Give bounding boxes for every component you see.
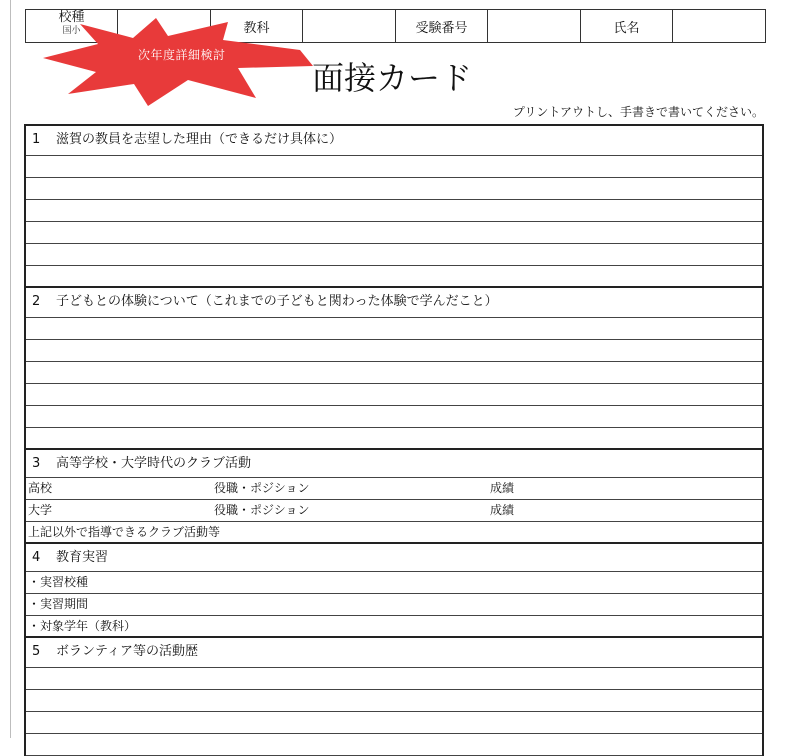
practicum-grade-row[interactable] — [26, 616, 762, 638]
exam-number-label-cell — [396, 10, 488, 43]
answer-line[interactable] — [26, 668, 762, 690]
section-1-number: 1 — [32, 132, 41, 147]
name-field[interactable] — [673, 10, 766, 43]
practicum-item-label: ・実習校種 — [28, 575, 89, 589]
answer-line[interactable] — [26, 734, 762, 756]
answer-line[interactable] — [26, 690, 762, 712]
answer-line[interactable] — [26, 200, 762, 222]
club-row-high-school[interactable] — [26, 478, 762, 500]
other-clubs-row[interactable] — [26, 522, 762, 544]
section-3-heading — [26, 450, 762, 478]
section-4-title: 教育実習 — [56, 550, 109, 565]
exam-number-field[interactable] — [488, 10, 581, 43]
practicum-school-type-row[interactable] — [26, 572, 762, 594]
page-title: 面接カード — [312, 59, 473, 97]
club-level: 高校 — [28, 481, 53, 495]
section-3-title: 高等学校・大学時代のクラブ活動 — [56, 456, 252, 471]
club-row-university[interactable] — [26, 500, 762, 522]
review-stamp — [38, 14, 313, 109]
club-result-label: 成績 — [490, 481, 515, 495]
section-5-heading — [26, 638, 762, 668]
section-2-heading — [26, 288, 762, 318]
name-label-cell — [581, 10, 673, 43]
section-1-heading — [26, 126, 762, 156]
section-5-title: ボランティア等の活動歴 — [56, 644, 198, 659]
section-1-title: 滋賀の教員を志望した理由（できるだけ具体に） — [56, 132, 343, 147]
section-2-title: 子どもとの体験について（これまでの子どもと関わった体験で学んだこと） — [56, 294, 498, 309]
answer-line[interactable] — [26, 340, 762, 362]
practicum-period-row[interactable] — [26, 594, 762, 616]
club-role-label: 役職・ポジション — [214, 481, 310, 495]
other-clubs-label: 上記以外で指導できるクラブ活動等 — [28, 525, 221, 539]
print-instruction: プリントアウトし、手書きで書いてください。 — [512, 105, 764, 119]
section-4-heading — [26, 544, 762, 572]
answer-line[interactable] — [26, 178, 762, 200]
practicum-item-label: ・実習期間 — [28, 597, 89, 611]
section-2-number: 2 — [32, 294, 41, 309]
answer-line[interactable] — [26, 362, 762, 384]
answer-line[interactable] — [26, 266, 762, 288]
club-role-label: 役職・ポジション — [214, 503, 310, 517]
subject-label: 教科 — [243, 20, 270, 36]
section-4-number: 4 — [32, 550, 41, 565]
section-5-number: 5 — [32, 644, 41, 659]
school-type-label: 校種 — [58, 10, 85, 25]
club-result-label: 成績 — [490, 503, 515, 517]
answer-line[interactable] — [26, 428, 762, 450]
answer-line[interactable] — [26, 406, 762, 428]
answer-line[interactable] — [26, 712, 762, 734]
subject-field[interactable] — [303, 10, 396, 43]
practicum-item-label: ・対象学年（教科） — [28, 619, 137, 633]
school-type-sub: 国小 — [62, 26, 81, 36]
club-level: 大学 — [28, 503, 53, 517]
stamp-text: 次年度詳細検討 — [138, 48, 226, 62]
section-3-number: 3 — [32, 456, 41, 471]
page-edge — [10, 0, 11, 738]
name-label: 氏名 — [613, 20, 640, 36]
answer-line[interactable] — [26, 222, 762, 244]
answer-line[interactable] — [26, 156, 762, 178]
answer-line[interactable] — [26, 384, 762, 406]
answer-line[interactable] — [26, 244, 762, 266]
exam-number-label: 受験番号 — [415, 20, 468, 36]
interview-form — [24, 124, 764, 756]
answer-line[interactable] — [26, 318, 762, 340]
